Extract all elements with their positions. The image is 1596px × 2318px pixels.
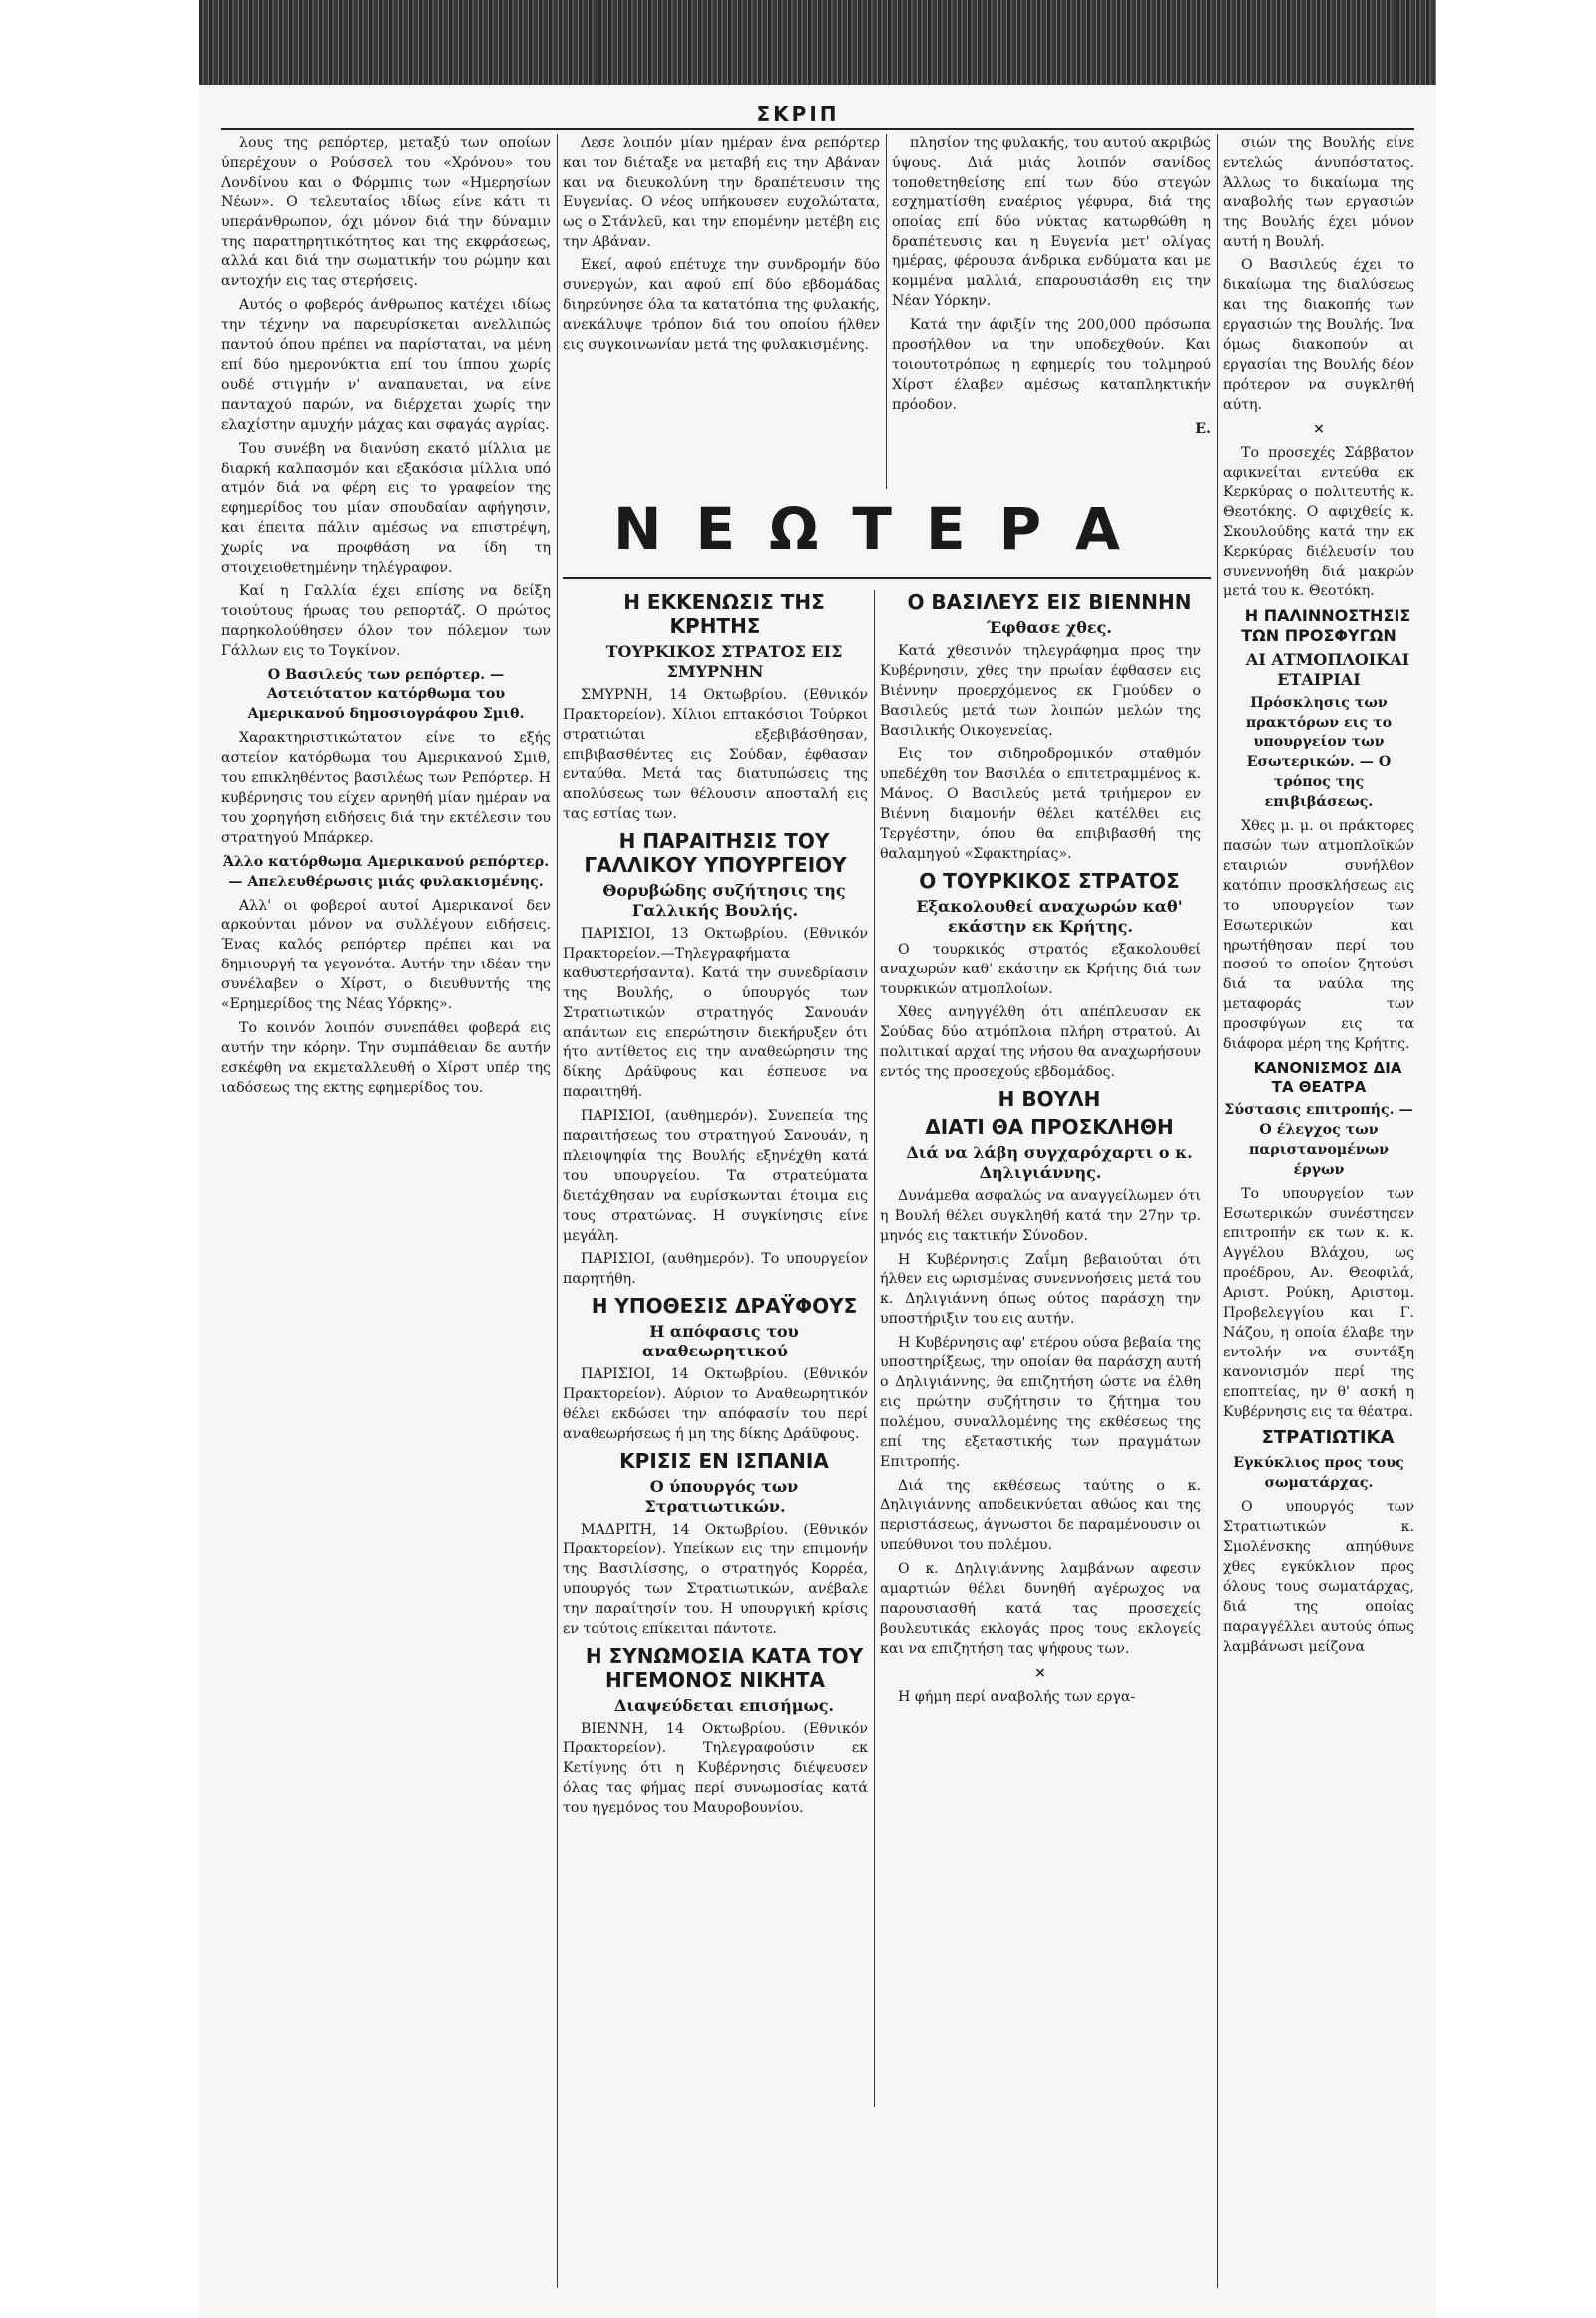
column-1 xyxy=(221,134,551,2288)
headline: Η ΣΥΝΩΜΟΣΙΑ ΚΑΤΑ ΤΟΥ ΗΓΕΜΟΝΟΣ ΝΙΚΗΤΑ xyxy=(585,1643,864,1692)
column-divider xyxy=(886,134,887,489)
paragraph: Κατά την άφιξίν της 200,000 πρόσωπα προσήλθον να την υποδεχθούν. Και τοιουτοτρόπως η εφημερίς του τολμηρού Χίρστ έλαβεν αμέσως καταπληκτικήν πρόοδον. xyxy=(892,317,1211,413)
page-top-border xyxy=(200,0,1436,85)
paragraph: Το υπουργείον των Εσωτερικών συνέστησεν επιτροπήν εκ των κ. κ. Αγγέλου Βλάχου, ως προέδρου, Αν. Θεοφιλά, Αριστ. Ρούκη, Αριστομ. Προβελεγγίου και Γ. Νάζου, η οποία έλαβε την εντολήν να συντάξη κανονισμόν περί της εποπτείας, ην θ' ασκή η Κυβέρνησις εις τα θέατρα. xyxy=(1223,1185,1414,1420)
dispatch: ΜΑΔΡΙΤΗ, 14 Οκτωβρίου. (Εθνικόν Πρακτορείον). Υπείκων εις την επιμονήν της Βασιλίσσης, ο στρατηγός Κορρέα, υπουργός των Στρατιωτικών, ανέβαλε την παραίτησίν του. Η υπουργική κρίσις εν τούτοις επίκειται πάντοτε. xyxy=(563,1521,868,1638)
dispatch: ΠΑΡΙΣΙΟΙ, 13 Οκτωβρίου. (Εθνικόν Πρακτορείον.—Τηλεγραφήματα καθυστερήσαντα). Κατά την συνεδρίασιν της Βουλής, ο ύπουργός των Στρατιωτικών στρατηγός Σανουάν απάντων εις επερώτησιν διεκήρυξεν ότι ήτο αντίθετος εις την αναθεώρησιν της δίκης Δράϋφους και έσπευσε να παραιτηθή. xyxy=(563,925,868,1101)
section-heading: Πρόσκλησις των πρακτόρων εις το υπουργείον των Εσωτερικών. — Ο τρόπος της επιβιβάσεως. xyxy=(1245,694,1393,811)
paragraph: λους της ρεπόρτερ, μεταξύ των οποίων ύπερέχουν ο Ρούσσελ του «Χρόνου» του Λονδίνου και ο Φόρμπις των «Ημερησίων Νέων». Ο τελευταίος ιδίως είνε κάτι τι υπεράνθρωπον, όχι μόνον διά την δύναμιν της παρατηρητικότητος και της εκφράσεως, αλλά και διά την σωματικήν του ρώμην και αντοχήν εις τας στερήσεις. xyxy=(221,135,551,290)
section-heading: Άλλο κατόρθωμα Αμερικανού ρεπόρτερ. — Απελευθέρωσις μιάς φυλακισμένης. xyxy=(222,853,550,890)
news-column-right xyxy=(880,590,1201,2107)
paragraph: Ο κ. Δηλιγιάννης λαμβάνων αφεσιν αμαρτιών θέλει δυνηθή αγέρωχος να παρουσιασθή κατά τας προσεχείς βουλευτικάς εκλογάς προς τους εκλογείς και να επιζητήση τας ψήφους των. xyxy=(880,1561,1201,1657)
masthead: ΣΚΡΙΠ xyxy=(756,102,840,126)
dispatch: ΣΜΥΡΝΗ, 14 Οκτωβρίου. (Εθνικόν Πρακτορείον). Χίλιοι επτακόσιοι Τούρκοι στρατιώται εξεβιβάσθησαν, επιβιβασθέντες εις Σούδαν, έφθασαν ενταύθα. Μετά τας διατυπώσεις της απολύσεως των θέλουσιν αποσταλή εις τας εστίας των. xyxy=(563,686,868,823)
paragraph: Του συνέβη να διανύση εκατό μίλλια με διαρκή καλπασμόν και εξακόσια μίλλια υπό ατμόν διά να φέρη εις το γραφείον της εφημερίδος του μίαν σπουδαίαν αφήγησιν, και έπειτα πάλιν αμέσως να επιστρέψη, χωρίς να προφθάση να ίδη τη στοιχειοθετημένην τηλέγραφον. xyxy=(221,440,551,577)
paragraph: Το κοινόν λοιπόν συνεπάθει φοβερά εις αυτήν την κόρην. Την συμπάθειαν δε αυτήν εσκέφθη να εκμεταλλευθή ο Χίρστ υπέρ της ιαδόσεως της εκτης εφημερίδος του. xyxy=(221,1019,551,1096)
news-column-left xyxy=(563,590,868,2107)
paragraph: Εις τον σιδηροδρομικόν σταθμόν υπεδέχθη τον Βασιλέα ο επιτετραμμένος κ. Μάνος. Ο Βασιλεύς μετά τριήμερον εν Βιέννη διαμονήν θέλει κατέλθει εις Τεργέστην, όπου θα επιβιβασθή της θαλαμηγού «Σφακτηρίας». xyxy=(880,746,1201,862)
separator-mark: × xyxy=(1313,420,1325,437)
headline: Ο ΤΟΥΡΚΙΚΟΣ ΣΤΡΑΤΟΣ xyxy=(919,868,1180,893)
subheadline: Έφθασε χθες. xyxy=(987,618,1112,637)
subheadline: Διά να λάβη συγχαρόχαρτι ο κ. Δηλιγιάννης. xyxy=(906,1143,1193,1182)
paragraph: Ο Βασιλεύς έχει το δικαίωμα της διαλύσεως και της διακοπής των εργασιών της Βουλής. Ίνα όμως διακοπούν αι εργασίαι της Βουλής δέον πρότερον να συγκληθή αύτη. xyxy=(1223,257,1414,413)
column-divider xyxy=(874,590,875,2107)
section-heading: Ο Βασιλεύς των ρεπόρτερ. — Αστειότατον κατόρθωμα του Αμερικανού δημοσιογράφου Σμιθ. xyxy=(247,666,525,723)
paragraph: Λεσε λοιπόν μίαν ημέραν ένα ρεπόρτερ και τον διέταξε να μεταβή εις την Αβάναν και να διευκολύνη την δραπέτευσιν της Ευγενίας. Ο νέος υπήκουσεν ευχολώτατα, ως ο Στάνλεϋ, και την επομένην μετέβη εις την Αβάναν. xyxy=(563,135,880,250)
paragraph: Χαρακτηριστικώτατον είνε το εξής αστείον κατόρθωμα του Αμερικανού Σμιθ, του επικληθέντος βασιλέως των Ρεπόρτερ. Η κυβέρνησις του είχεν αρνηθή μίαν ημέραν να του χορηγήση ειδήσεις διά την εκτέλεσιν του στρατηγού Μπάρκερ. xyxy=(221,730,551,846)
column-4 xyxy=(1223,134,1414,2288)
paragraph: Η Κυβέρνησις αφ' ετέρου ούσα βεβαία της υποστηρίξεως, την οποίαν θα παράσχη αυτή ο Δηλιγιάννης, θα επιζητήση ώστε να έλθη εις πρώτην συζήτησιν το ζήτημα του πολέμου, συναλλομένης της εκθέσεως της επί της εξεταστικής των πραγμάτων Επιτροπής. xyxy=(880,1335,1201,1470)
paragraph: Κατά χθεσινόν τηλεγράφημα προς την Κυβέρνησιν, χθες την πρωίαν έφθασεν εις Βιέννην προερχόμενος εκ Γμούδεν ο Βασιλεύς μετά των λοιπών μελών της Βασιλικής Οικογενείας. xyxy=(880,642,1201,739)
headline: Η ΕΚΚΕΝΩΣΙΣ ΤΗΣ ΚΡΗΤΗΣ xyxy=(623,590,825,638)
paragraph: πλησίον της φυλακής, του αυτού ακριβώς ύψους. Διά μιάς λοιπόν σανίδος τοποθετηθείσης επί των δύο στεγών εσχηματίσθη εναέριος γέφυρα, διά της οποίας επί δύο νύκτας κατωρθώθη η δραπέτευσις και η Ευγενία μετ' ολίγας ημέρας, φέρουσα άνδρικα ενδύματα και με κομμένα μαλλιά, επαρουσιάσθη εις την Νέαν Υόρκην. xyxy=(892,135,1211,310)
column-3-top xyxy=(892,134,1211,489)
banner-rule xyxy=(563,577,1211,579)
paragraph: Χθες μ. μ. οι πράκτορες πασών των ατμοπλοϊκών εταιριών συνήλθον κατόπιν προσκλήσεως εις το υπουργείον των Εσωτερικών και ηρωτήθησαν περί του ποσού το οποίον ζητούσι διά τα ναύλα της μεταφοράς των προσφύγων εις τα διάφορα μέρη της Κρήτης. xyxy=(1223,818,1414,1053)
paragraph: Καί η Γαλλία έχει επίσης να δείξη τοιούτους ήρωας του ρεπορτάζ. Ο πρώτος παρηκολούθησεν όλον τον πόλεμον των Γάλλων εις το Τογκίνον. xyxy=(221,582,551,659)
paragraph: Αλλ' οι φοβεροί αυτοί Αμερικανοί δεν αρκούνται μόνον να συλλέγουν ειδήσεις. Ένας καλός ρεπόρτερ πρέπει και να δημιουργή τα γεγονότα. Αυτήν την ιδέαν την συνέλαβεν ο Χίρστ, ο διευθυντής της «Ερημερίδος της Νέας Υόρκης». xyxy=(221,897,551,1013)
paragraph: σιών της Βουλής είνε εντελώς άνυπόστατος. Άλλως το δικαίωμα της αναβολής των εργασιών της Βουλής έχει μόνον αυτή η Βουλή. xyxy=(1223,135,1414,250)
headline: Ο ΒΑΣΙΛΕΥΣ ΕΙΣ ΒΙΕΝΝΗΝ xyxy=(907,590,1192,614)
subheadline: ΑΙ ΑΤΜΟΠΛΟΙΚΑΙ ΕΤΑΙΡΙΑΙ xyxy=(1245,649,1410,689)
dispatch: ΠΑΡΙΣΙΟΙ, (αυθημερόν). Το υπουργείον παρητήθη. xyxy=(563,1251,868,1288)
column-divider xyxy=(1217,134,1218,2288)
paragraph: Δυνάμεθα ασφαλώς να αναγγείλωμεν ότι η Βουλή θέλει συγκληθή κατά την 27ην τρ. μηνός εις τακτικήν Σύνοδον. xyxy=(880,1187,1201,1244)
subheadline: Εξακολουθεί αναχωρών καθ' εκάστην εκ Κρήτης. xyxy=(916,896,1183,936)
dispatch: ΠΑΡΙΣΙΟΙ, 14 Οκτωβρίου. (Εθνικόν Πρακτορείον). Αύριον το Αναθεωρητικόν θέλει εκδώσει την απόφασίν του περί αναθεωρήσεως ή μη της δίκης Δράϋφους. xyxy=(563,1366,868,1442)
masthead-rule xyxy=(221,128,1414,130)
headline: Η ΒΟΥΛΗ xyxy=(998,1087,1101,1112)
subheadline: ΤΟΥΡΚΙΚΟΣ ΣΤΡΑΤΟΣ ΕΙΣ ΣΜΥΡΝΗΝ xyxy=(605,642,843,681)
headline: Η ΥΠΟΘΕΣΙΣ ΔΡΑΫΦΟΥΣ xyxy=(591,1294,858,1319)
headline: Η ΠΑΛΙΝΝΟΣΤΗΣΙΣ ΤΩΝ ΠΡΟΣΦΥΓΩΝ xyxy=(1241,605,1411,645)
paragraph: Ο υπουργός των Στρατιωτικών κ. Σμολένσκης απηύθυνε χθες εγκύκλιον προς όλους τους σωματάρχας, διά της οποίας παραγγέλλει αυτούς όπως λαμβάνωσι μείζονα xyxy=(1223,1499,1414,1655)
dispatch: ΠΑΡΙΣΙΟΙ, (αυθημερόν). Συνεπεία της παραιτήσεως του στρατηγού Σανουάν, η πλειοψηφία της Βουλής εξηνέχθη κατά του υπουργείου. Τα στρατεύματα διετάχθησαν να ευρίσκωνται έτοιμα εις τους στρατώνας. Η συγκίνησις είνε μεγάλη. xyxy=(563,1108,868,1244)
news-banner: ΝΕΩΤΕΡΑ xyxy=(612,495,1155,563)
paragraph: Διά της εκθέσεως ταύτης ο κ. Δηλιγιάννης αποδεικνύεται αθώος και της περιστάσεως, άγνωστοι δε παραμένουσιν οι υπεύθυνοι του πολέμου. xyxy=(880,1477,1201,1554)
section-heading: Σύστασις επιτροπής. — Ο έλεγχος των παριστανομένων έργων xyxy=(1224,1101,1413,1178)
separator-mark: × xyxy=(1034,1664,1046,1681)
paragraph: Ο τουρκικός στρατός εξακολουθεί αναχωρών καθ' εκάστην εκ Κρήτης διά των τουρκικών ατμοπλοίων. xyxy=(880,941,1201,997)
headline: ΚΑΝΟΝΙΣΜΟΣ ΔΙΑ ΤΑ ΘΕΑΤΡΑ xyxy=(1253,1058,1402,1096)
headline: ΔΙΑΤΙ ΘΑ ΠΡΟΣΚΛΗΘΗ xyxy=(925,1115,1174,1140)
paragraph: Αυτός ο φοβερός άνθρωπος κατέχει ιδίως την τέχνην να παρευρίσκεται ανελλιπώς παντού όπου πρέπει να παρίσταται, να μένη επί δύο ημερονύκτια επί του ίππου χωρίς ουδέ στιγμήν ν' αναπαυεται, να είνε πανταχού παρών, να διέρχεται χωρίς την ελαχίστην αμυχήν μάχας και σφαγάς αγρίας. xyxy=(221,297,551,433)
paragraph: Εκεί, αφού επέτυχε την συνδρομήν δύο συνεργών, και αφού επί δύο εβδομάδας διηρεύνησε όλα τα κατατόπια της φυλακής, ανεκάλυψε τρόπον διά του οποίου ήλθεν εις συγκοινωνίαν μετά της φυλακισμένης. xyxy=(563,257,880,354)
paragraph: Η Κυβέρνησις Ζαΐμη βεβαιούται ότι ήλθεν εις ωρισμένας συνεννοήσεις μετά του κ. Δηλιγιάννη όπως ούτος παράσχη την υποστήριξιν του εις αυτήν. xyxy=(880,1251,1201,1328)
headline: ΣΤΡΑΤΙΩΤΙΚΑ xyxy=(1261,1427,1395,1449)
subheadline: Η απόφασις του αναθεωρητικού xyxy=(642,1322,799,1361)
subheadline: Διαψεύδεται επισήμως. xyxy=(613,1695,834,1715)
column-divider xyxy=(557,134,558,2288)
paragraph: Το προσεχές Σάββατον αφικνείται εντεύθα εκ Κερκύρας ο πολιτευτής κ. Θεοτόκης. Ο αφιχθείς κ. Σκουλούδης κατά την εκ Κερκύρας διέλευσίν του συνεννοήθη διά μακρών μετά του κ. Θεοτόκη. xyxy=(1223,444,1414,599)
subheadline: Θορυβώδης συζήτησις της Γαλλικής Βουλής. xyxy=(602,881,846,921)
article-signature: Ε. xyxy=(1195,420,1211,437)
section-heading: Εγκύκλιος προς τους σωματάρχας. xyxy=(1233,1455,1404,1492)
paragraph: Χθες ανηγγέλθη ότι απέπλευσαν εκ Σούδας δύο ατμόπλοια πλήρη στρατού. Αι πολιτικαί αρχαί της νήσου θα αναχωρήσουν εντός της προσεχούς εβδομάδος. xyxy=(880,1004,1201,1081)
headline: ΚΡΙΣΙΣ ΕΝ ΙΣΠΑΝΙΑ xyxy=(619,1448,829,1473)
column-2-top xyxy=(563,134,880,489)
headline: Η ΠΑΡΑΙΤΗΣΙΣ ΤΟΥ ΓΑΛΛΙΚΟΥ ΥΠΟΥΡΓΕΙΟΥ xyxy=(584,829,847,878)
subheadline: Ο ύπουργός των Στρατιωτικών. xyxy=(644,1476,799,1516)
dispatch: ΒΙΕΝΝΗ, 14 Οκτωβρίου. (Εθνικόν Πρακτορείον). Τηλεγραφούσιν εκ Κετίγνης ότι η Κυβέρνησις διέψευσεν όλας τας φήμας περί συνωμοσίας κατά του ηγεμόνος του Μαυροβουνίου. xyxy=(563,1720,868,1816)
paragraph: Η φήμη περί αναβολής των εργα- xyxy=(898,1688,1136,1705)
